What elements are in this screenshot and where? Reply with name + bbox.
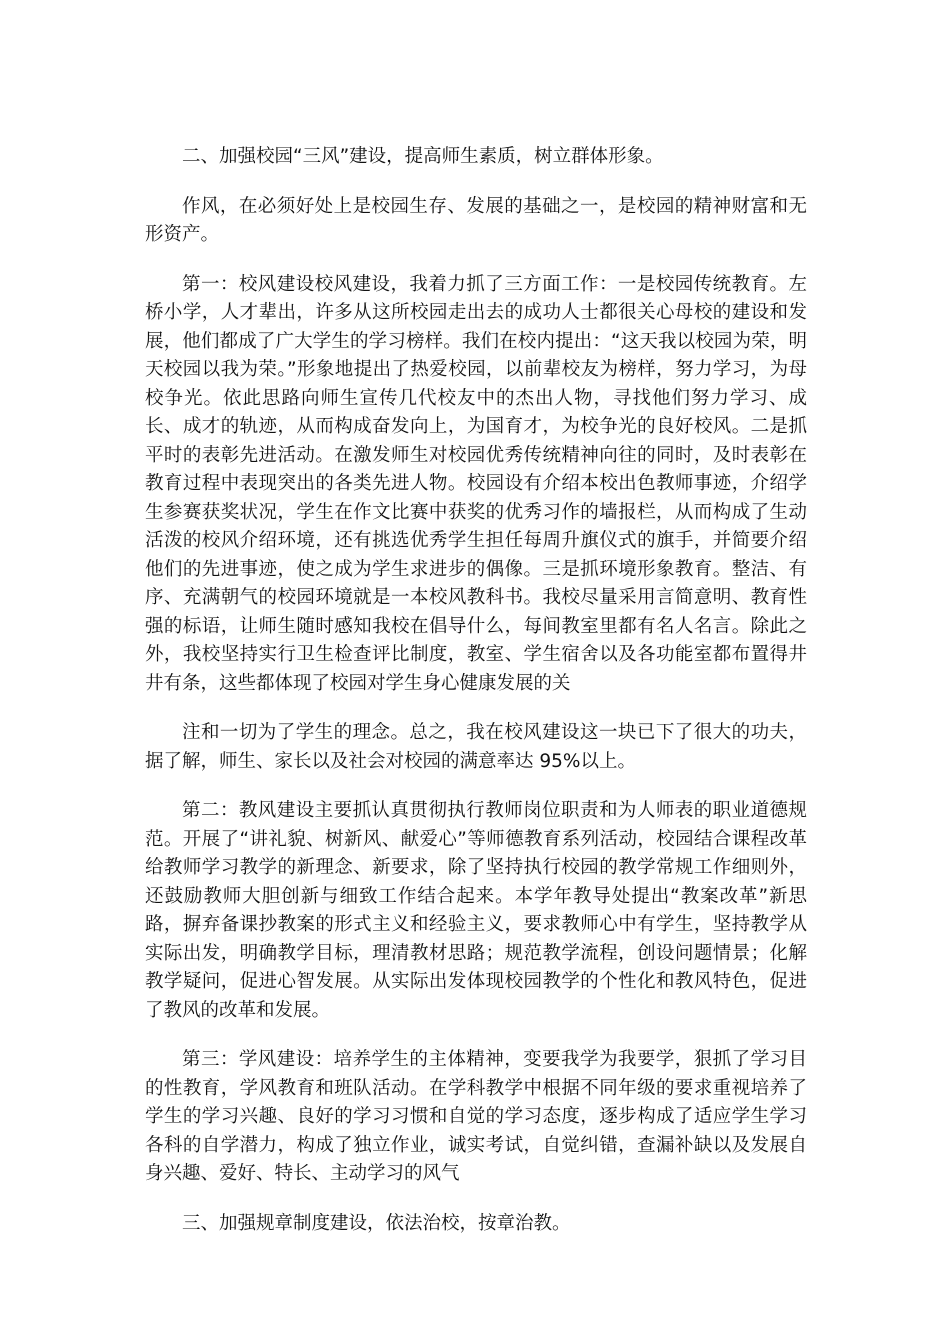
paragraph-school-spirit-continued: 注和一切为了学生的理念。总之，我在校风建设这一块已下了很大的功夫，据了解，师生、家长以及社会对校园的满意率达 95%以上。 <box>145 722 807 772</box>
document-body <box>145 143 807 1238</box>
section-heading-campus-style: 二、加强校园“三风”建设，提高师生素质，树立群体形象。 <box>182 146 664 167</box>
paragraph-style-intro: 作风，在必须好处上是校园生存、发展的基础之一，是校园的精神财富和无形资产。 <box>145 195 807 245</box>
paragraph-study-style: 第三：学风建设：培养学生的主体精神，变要我学为我要学，狠抓了学习目的性教育，学风教育和班队活动。在学科教学中根据不同年级的要求重视培养了学生的学习兴趣、良好的学习习惯和自觉的学习态度，逐步构成了适应学生学习各科的自学潜力，构成了独立作业，诚实考试，自觉纠错，查漏补缺以及发展自身兴趣、爱好、特长、主动学习的风气 <box>145 1049 807 1184</box>
paragraph-school-spirit: 第一：校风建设校风建设，我着力抓了三方面工作：一是校园传统教育。左桥小学，人才辈出，许多从这所校园走出去的成功人士都很关心母校的建设和发展，他们都成了广大学生的学习榜样。我们在校内提出：“这天我以校园为荣，明天校园以我为荣。”形象地提出了热爱校园，以前辈校友为榜样，努力学习，为母校争光。依此思路向师生宣传几代校友中的杰出人物，寻找他们努力学习、成长、成才的轨迹，从而构成奋发向上，为国育才，为校争光的良好校风。二是抓平时的表彰先进活动。在激发师生对校园优秀传统精神向往的同时，及时表彰在教育过程中表现突出的各类先进人物。校园设有介绍本校出色教师事迹，介绍学生参赛获奖状况，学生在作文比赛中获奖的优秀习作的墙报栏，从而构成了生动活泼的校风介绍环境，还有挑选优秀学生担任每周升旗仪式的旗手，并简要介绍他们的先进事迹，使之成为学生求进步的偶像。三是抓环境形象教育。整洁、有序、充满朝气的校园环境就是一本校风教科书。我校尽量采用言简意明、教育性强的标语，让师生随时感知我校在倡导什么，每间教室里都有名人名言。除此之外，我校坚持实行卫生检查评比制度，教室、学生宿舍以及各功能室都布置得井井有条，这些都体现了校园对学生身心健康发展的关 <box>145 273 807 694</box>
paragraph-teaching-style: 第二：教风建设主要抓认真贯彻执行教师岗位职责和为人师表的职业道德规范。开展了“讲礼貌、树新风、献爱心”等师德教育系列活动，校园结合课程改革给教师学习教学的新理念、新要求，除了坚持执行校园的教学常规工作细则外，还鼓励教师大胆创新与细致工作结合起来。本学年教导处提出“教案改革”新思路，摒弃备课抄教案的形式主义和经验主义，要求教师心中有学生，坚持教学从实际出发，明确教学目标，理清教材思路；规范教学流程，创设问题情景；化解教学疑问，促进心智发展。从实际出发体现校园教学的个性化和教风特色，促进了教风的改革和发展。 <box>145 800 807 1021</box>
section-heading-regulations: 三、加强规章制度建设，依法治校，按章治教。 <box>182 1212 571 1234</box>
